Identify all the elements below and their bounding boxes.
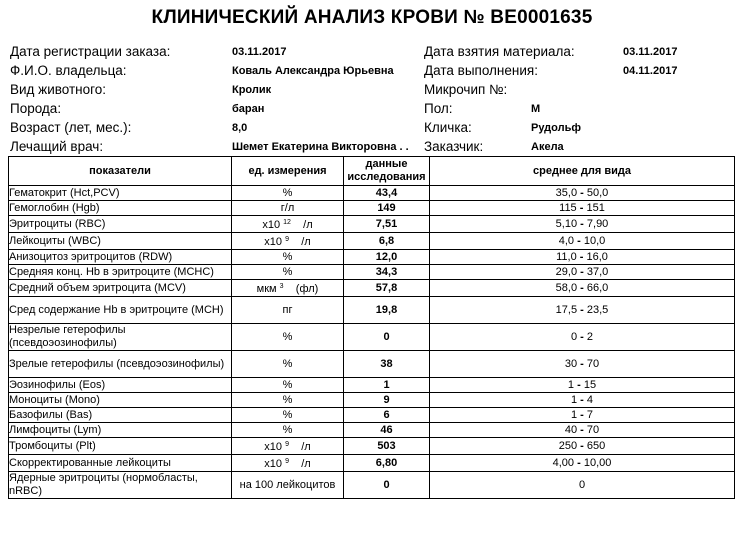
ref-separator: - <box>580 303 584 316</box>
param-value: 9 <box>344 393 430 408</box>
ref-high: 23,5 <box>586 303 609 316</box>
param-value: 149 <box>344 201 430 216</box>
sample-date-value: 03.11.2017 <box>623 46 678 58</box>
table-row <box>9 280 735 297</box>
unit-suffix: /л <box>303 219 313 231</box>
unit-main: % <box>282 330 293 343</box>
nickname-value: Рудольф <box>531 122 581 134</box>
param-value: 38 <box>344 351 430 378</box>
ref-low: 35,0 <box>555 186 578 199</box>
ref-low: 5,10 <box>555 217 578 230</box>
param-name: Моноциты (Mono) <box>9 393 232 408</box>
param-value: 1 <box>344 378 430 393</box>
ref-separator: - <box>580 423 584 436</box>
ref-high: 16,0 <box>586 250 608 263</box>
param-unit <box>232 455 344 472</box>
table-row <box>9 351 735 378</box>
unit-main: мкм <box>256 283 277 295</box>
unit-exponent: 9 <box>285 441 289 448</box>
unit-suffix: /л <box>301 441 311 453</box>
ref-low: 58,0 <box>555 281 578 294</box>
header-value: данные исследования <box>344 157 430 186</box>
unit-main: % <box>282 357 293 370</box>
ref-low: 40 <box>564 423 578 436</box>
ref-low: 1 <box>567 378 575 391</box>
param-value: 6,80 <box>344 455 430 472</box>
param-reference <box>430 186 735 201</box>
breed-value: баран <box>232 103 265 115</box>
param-value: 43,4 <box>344 186 430 201</box>
param-unit <box>232 250 344 265</box>
unit-main: % <box>282 378 293 391</box>
param-value: 19,8 <box>344 297 430 324</box>
header-param: показатели <box>9 157 232 186</box>
doctor-label: Лечащий врач: <box>10 139 104 154</box>
ref-high: 10,0 <box>583 234 606 247</box>
table-row <box>9 297 735 324</box>
ref-high: 650 <box>586 439 606 452</box>
sample-date-label: Дата взятия материала: <box>424 44 575 59</box>
ref-separator: - <box>577 234 581 247</box>
param-reference <box>430 216 735 233</box>
unit-main: г/л <box>280 201 295 214</box>
ref-high: 4 <box>586 393 594 406</box>
table-row <box>9 324 735 351</box>
param-value: 0 <box>344 324 430 351</box>
table-row <box>9 408 735 423</box>
param-reference <box>430 297 735 324</box>
table-row <box>9 455 735 472</box>
ref-separator: - <box>580 393 584 406</box>
ref-separator: - <box>580 265 584 278</box>
ref-high: 7,90 <box>586 217 609 230</box>
ref-separator: - <box>580 217 584 230</box>
param-unit <box>232 378 344 393</box>
param-unit <box>232 280 344 297</box>
ref-separator: - <box>580 186 584 199</box>
report-title: КЛИНИЧЕСКИЙ АНАЛИЗ КРОВИ № ВЕ0001635 <box>151 7 593 28</box>
param-unit <box>232 324 344 351</box>
ref-separator: - <box>577 378 581 391</box>
table-row <box>9 265 735 280</box>
ref-low: 4,00 <box>552 456 575 469</box>
age-value: 8,0 <box>232 122 248 134</box>
unit-main: % <box>282 186 293 199</box>
breed-label: Порода: <box>10 101 62 116</box>
param-name: Сред содержание Hb в эритроците (MCH) <box>9 297 232 324</box>
param-reference <box>430 265 735 280</box>
header-ref: среднее для вида <box>430 157 735 186</box>
unit-main: x10 <box>264 236 283 248</box>
param-unit <box>232 265 344 280</box>
param-reference <box>430 455 735 472</box>
unit-suffix: /л <box>301 458 311 470</box>
unit-main: % <box>282 393 293 406</box>
ref-high: 10,00 <box>583 456 612 469</box>
param-value: 0 <box>344 472 430 499</box>
table-row <box>9 378 735 393</box>
ref-low: 115 <box>559 201 577 214</box>
param-name: Тромбоциты (Plt) <box>9 438 232 455</box>
sex-label: Пол: <box>424 101 453 116</box>
ref-separator: - <box>579 201 584 214</box>
param-unit <box>232 201 344 216</box>
param-name: Ядерные эритроциты (нормобласты, nRBC) <box>9 472 232 499</box>
param-value: 7,51 <box>344 216 430 233</box>
param-reference <box>430 351 735 378</box>
done-date-label: Дата выполнения: <box>424 63 538 78</box>
param-value: 34,3 <box>344 265 430 280</box>
param-name: Эритроциты (RBC) <box>9 216 232 233</box>
ref-separator: - <box>580 439 584 452</box>
param-value: 12,0 <box>344 250 430 265</box>
param-reference <box>430 378 735 393</box>
table-row <box>9 393 735 408</box>
unit-suffix: (фл) <box>295 283 319 295</box>
param-name: Анизоцитоз эритроцитов (RDW) <box>9 250 232 265</box>
param-value: 503 <box>344 438 430 455</box>
param-name: Средний объем эритроцита (MCV) <box>9 280 232 297</box>
ref-low: 0 <box>570 330 578 343</box>
ref-high: 7 <box>586 408 594 421</box>
ref-separator: - <box>580 357 584 370</box>
unit-suffix: /л <box>301 236 311 248</box>
param-name: Средняя конц. Hb в эритроците (MCHC) <box>9 265 232 280</box>
param-value: 6,8 <box>344 233 430 250</box>
param-unit <box>232 351 344 378</box>
table-header-row <box>9 157 735 186</box>
table-row <box>9 438 735 455</box>
param-reference <box>430 423 735 438</box>
ref-separator: - <box>580 330 584 343</box>
reg-date-label: Дата регистрации заказа: <box>10 44 171 59</box>
param-reference <box>430 233 735 250</box>
param-unit <box>232 297 344 324</box>
ref-separator: - <box>579 250 584 263</box>
chip-label: Микрочип №: <box>424 82 508 97</box>
reg-date-value: 03.11.2017 <box>232 46 287 58</box>
unit-main: x10 <box>264 458 283 470</box>
param-name: Скорректированные лейкоциты <box>9 455 232 472</box>
ref-high: 15 <box>583 378 597 391</box>
owner-value: Коваль Александра Юрьевна <box>232 65 394 77</box>
unit-main: % <box>282 408 293 421</box>
species-value: Кролик <box>232 84 272 96</box>
param-unit <box>232 393 344 408</box>
customer-label: Заказчик: <box>424 139 484 154</box>
table-row <box>9 472 735 499</box>
param-reference <box>430 201 735 216</box>
param-reference <box>430 408 735 423</box>
species-label: Вид животного: <box>10 82 107 97</box>
unit-main: % <box>282 250 293 263</box>
table-row <box>9 186 735 201</box>
unit-main: пг <box>282 303 293 316</box>
ref-high: 2 <box>586 330 594 343</box>
owner-label: Ф.И.О. владельца: <box>10 63 127 78</box>
param-name: Гематокрит (Hct,PCV) <box>9 186 232 201</box>
ref-low: 29,0 <box>555 265 578 278</box>
done-date-value: 04.11.2017 <box>623 65 678 77</box>
customer-value: Акела <box>531 141 564 153</box>
param-name: Эозинофилы (Eos) <box>9 378 232 393</box>
param-unit <box>232 423 344 438</box>
unit-main: x10 <box>262 219 281 231</box>
unit-main: % <box>282 423 293 436</box>
param-value: 57,8 <box>344 280 430 297</box>
param-unit <box>232 438 344 455</box>
param-reference <box>430 250 735 265</box>
param-unit <box>232 408 344 423</box>
unit-main: % <box>282 265 293 278</box>
table-row <box>9 201 735 216</box>
ref-high: 37,0 <box>586 265 609 278</box>
ref-separator: - <box>577 456 581 469</box>
param-reference <box>430 472 735 499</box>
ref-low: 11,0 <box>556 250 577 263</box>
age-label: Возраст (лет, мес.): <box>10 120 132 135</box>
ref-high: 66,0 <box>586 281 609 294</box>
param-name: Незрелые гетерофилы (псевдоэозинофилы) <box>9 324 232 351</box>
doctor-value: Шемет Екатерина Викторовна . . <box>232 141 409 153</box>
ref-low: 4,0 <box>558 234 575 247</box>
sex-value: М <box>531 103 541 115</box>
table-row <box>9 423 735 438</box>
param-reference <box>430 280 735 297</box>
param-value: 6 <box>344 408 430 423</box>
header-unit: ед. измерения <box>232 157 344 186</box>
ref-high: 50,0 <box>586 186 609 199</box>
unit-exponent: 9 <box>285 458 289 465</box>
ref-high: 151 <box>586 201 605 214</box>
unit-main: на 100 лейкоцитов <box>239 478 336 491</box>
unit-exponent: 9 <box>285 236 289 243</box>
param-unit <box>232 472 344 499</box>
ref-low: 1 <box>570 393 578 406</box>
unit-exponent: 12 <box>283 219 291 226</box>
param-name: Зрелые гетерофилы (псевдоэозинофилы) <box>9 351 232 378</box>
param-name: Лейкоциты (WBC) <box>9 233 232 250</box>
param-reference <box>430 324 735 351</box>
table-row <box>9 250 735 265</box>
results-table <box>8 156 735 499</box>
param-unit <box>232 216 344 233</box>
param-reference <box>430 393 735 408</box>
nickname-label: Кличка: <box>424 120 472 135</box>
ref-separator: - <box>580 281 584 294</box>
param-unit <box>232 233 344 250</box>
table-row <box>9 233 735 250</box>
unit-exponent: 3 <box>279 283 284 290</box>
param-unit <box>232 186 344 201</box>
ref-low: 0 <box>578 478 586 491</box>
ref-high: 70 <box>586 357 600 370</box>
ref-low: 1 <box>570 408 578 421</box>
ref-separator: - <box>580 408 584 421</box>
ref-low: 17,5 <box>555 303 578 316</box>
param-name: Лимфоциты (Lym) <box>9 423 232 438</box>
param-name: Базофилы (Bas) <box>9 408 232 423</box>
ref-low: 30 <box>564 357 578 370</box>
param-reference <box>430 438 735 455</box>
param-value: 46 <box>344 423 430 438</box>
param-name: Гемоглобин (Hgb) <box>9 201 232 216</box>
ref-low: 250 <box>558 439 578 452</box>
table-row <box>9 216 735 233</box>
unit-main: x10 <box>264 441 283 453</box>
ref-high: 70 <box>586 423 600 436</box>
